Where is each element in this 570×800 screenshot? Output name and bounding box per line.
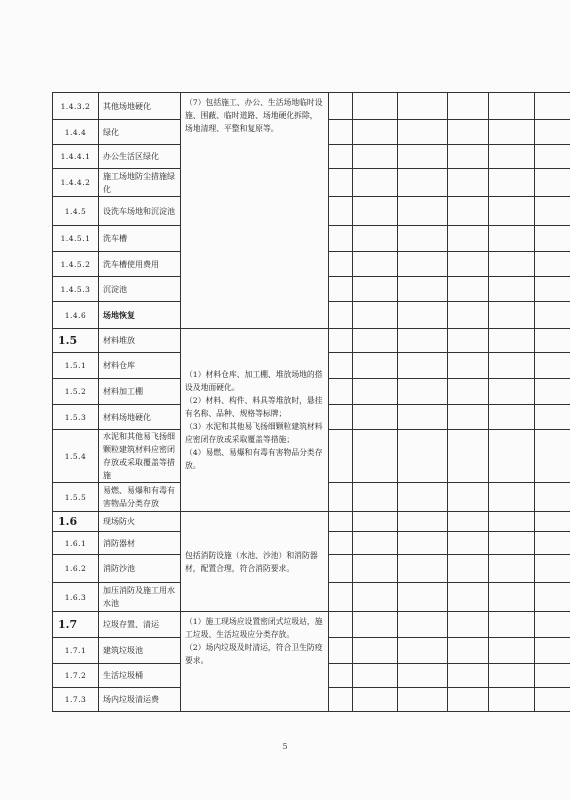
blank-cell <box>535 405 570 430</box>
blank-cell <box>353 120 398 145</box>
blank-cell <box>535 329 570 353</box>
blank-cell <box>353 353 398 379</box>
blank-cell <box>535 169 570 197</box>
blank-cell <box>489 252 535 277</box>
blank-cell <box>448 430 489 483</box>
blank-cell <box>448 329 489 353</box>
blank-cell <box>489 688 535 712</box>
blank-cell <box>329 302 353 329</box>
blank-cell <box>353 252 398 277</box>
item-name: 建筑垃圾池 <box>99 638 181 664</box>
item-name: 绿化 <box>99 120 181 145</box>
blank-cell <box>329 329 353 353</box>
blank-cell <box>398 583 448 612</box>
blank-cell <box>329 197 353 226</box>
blank-cell <box>329 532 353 555</box>
blank-cell <box>398 532 448 555</box>
blank-cell <box>329 226 353 252</box>
blank-cell <box>448 379 489 405</box>
blank-cell <box>329 145 353 169</box>
blank-cell <box>398 329 448 353</box>
table-row <box>53 329 570 353</box>
blank-cell <box>535 379 570 405</box>
item-name: 易燃、易爆和有毒有害物品分类存放 <box>99 483 181 512</box>
blank-cell <box>353 532 398 555</box>
description-line: （3）水泥和其他易飞扬细颗粒建筑材料应密闭存放或采取覆盖等措施； <box>185 422 323 444</box>
blank-cell <box>398 252 448 277</box>
blank-cell <box>329 555 353 583</box>
table-row <box>53 612 570 638</box>
item-code: 1.7.2 <box>53 664 99 688</box>
item-name: 设洗车场地和沉淀池 <box>99 197 181 226</box>
blank-cell <box>448 664 489 688</box>
item-name: 加压消防及施工用水水池 <box>99 583 181 612</box>
item-name: 垃圾存置、清运 <box>99 612 181 638</box>
blank-cell <box>535 226 570 252</box>
blank-cell <box>448 302 489 329</box>
blank-cell <box>535 277 570 302</box>
blank-cell <box>353 512 398 532</box>
item-code: 1.5.2 <box>53 379 99 405</box>
blank-cell <box>448 405 489 430</box>
table-row <box>53 512 570 532</box>
blank-cell <box>448 512 489 532</box>
blank-cell <box>535 688 570 712</box>
blank-cell <box>353 483 398 512</box>
blank-cell <box>329 483 353 512</box>
item-name: 材料场地硬化 <box>99 405 181 430</box>
blank-cell <box>329 353 353 379</box>
description-line: （2）材料、构件、料具等堆放时，悬挂有名称、品种、规格等标牌； <box>185 396 323 418</box>
item-name: 材料堆放 <box>99 329 181 353</box>
blank-cell <box>353 555 398 583</box>
blank-cell <box>398 302 448 329</box>
blank-cell <box>329 379 353 405</box>
blank-cell <box>329 93 353 120</box>
blank-cell <box>489 302 535 329</box>
blank-cell <box>535 430 570 483</box>
blank-cell <box>398 688 448 712</box>
blank-cell <box>398 555 448 583</box>
blank-cell <box>489 612 535 638</box>
blank-cell <box>353 430 398 483</box>
item-name: 其他场地硬化 <box>99 93 181 120</box>
blank-cell <box>353 277 398 302</box>
item-name: 洗车槽 <box>99 226 181 252</box>
blank-cell <box>535 664 570 688</box>
blank-cell <box>489 664 535 688</box>
blank-cell <box>489 379 535 405</box>
blank-cell <box>448 93 489 120</box>
blank-cell <box>398 664 448 688</box>
item-code: 1.4.4.2 <box>53 169 99 197</box>
blank-cell <box>535 512 570 532</box>
blank-cell <box>489 277 535 302</box>
blank-cell <box>489 638 535 664</box>
blank-cell <box>329 638 353 664</box>
blank-cell <box>329 120 353 145</box>
description-line: （1）材料仓库、加工棚、堆放场地的搭设及地面硬化。 <box>185 370 323 392</box>
item-code: 1.4.4 <box>53 120 99 145</box>
blank-cell <box>398 430 448 483</box>
item-code: 1.5 <box>53 329 99 353</box>
blank-cell <box>448 169 489 197</box>
blank-cell <box>329 512 353 532</box>
blank-cell <box>489 483 535 512</box>
item-code: 1.4.5 <box>53 197 99 226</box>
blank-cell <box>489 197 535 226</box>
blank-cell <box>448 555 489 583</box>
blank-cell <box>398 379 448 405</box>
blank-cell <box>535 638 570 664</box>
blank-cell <box>353 329 398 353</box>
description-line: （2）场内垃圾及时清运，符合卫生防疫要求。 <box>185 643 323 665</box>
item-code: 1.7 <box>53 612 99 638</box>
item-description-fire <box>181 512 329 612</box>
blank-cell <box>535 120 570 145</box>
item-code: 1.4.3.2 <box>53 93 99 120</box>
blank-cell <box>489 583 535 612</box>
item-name: 洗车槽使用费用 <box>99 252 181 277</box>
item-description-site <box>181 93 329 329</box>
item-name: 场地恢复 <box>99 302 181 329</box>
blank-cell <box>329 277 353 302</box>
item-description-garbage <box>181 612 329 712</box>
blank-cell <box>489 120 535 145</box>
blank-cell <box>329 688 353 712</box>
blank-cell <box>353 302 398 329</box>
blank-cell <box>489 555 535 583</box>
item-code: 1.6.2 <box>53 555 99 583</box>
item-name: 水泥和其他易飞扬细颗粒建筑材料应密闭存放或采取覆盖等措施 <box>99 430 181 483</box>
blank-cell <box>489 329 535 353</box>
description-line: （4）易燃、易爆和有毒有害物品分类存放。 <box>185 448 323 470</box>
blank-cell <box>448 638 489 664</box>
blank-cell <box>398 197 448 226</box>
page-number: 5 <box>282 742 288 751</box>
blank-cell <box>398 405 448 430</box>
blank-cell <box>535 532 570 555</box>
blank-cell <box>329 612 353 638</box>
item-name: 沉淀池 <box>99 277 181 302</box>
blank-cell <box>448 353 489 379</box>
blank-cell <box>535 252 570 277</box>
blank-cell <box>353 612 398 638</box>
blank-cell <box>535 93 570 120</box>
item-name: 施工场地防尘措施绿化 <box>99 169 181 197</box>
item-name: 消防器材 <box>99 532 181 555</box>
blank-cell <box>398 93 448 120</box>
item-name: 办公生活区绿化 <box>99 145 181 169</box>
blank-cell <box>398 120 448 145</box>
blank-cell <box>353 405 398 430</box>
item-code: 1.5.5 <box>53 483 99 512</box>
item-code: 1.7.1 <box>53 638 99 664</box>
blank-cell <box>398 512 448 532</box>
blank-cell <box>448 277 489 302</box>
blank-cell <box>448 120 489 145</box>
blank-cell <box>448 532 489 555</box>
item-name: 生活垃圾桶 <box>99 664 181 688</box>
blank-cell <box>535 612 570 638</box>
item-code: 1.6 <box>53 512 99 532</box>
item-name: 消防沙池 <box>99 555 181 583</box>
item-code: 1.5.4 <box>53 430 99 483</box>
blank-cell <box>448 226 489 252</box>
item-code: 1.6.3 <box>53 583 99 612</box>
blank-cell <box>329 252 353 277</box>
blank-cell <box>353 664 398 688</box>
blank-cell <box>535 353 570 379</box>
blank-cell <box>448 612 489 638</box>
blank-cell <box>535 197 570 226</box>
blank-cell <box>535 583 570 612</box>
blank-cell <box>353 145 398 169</box>
item-name: 现场防火 <box>99 512 181 532</box>
description-line: （1）施工现场应设置密闭式垃圾站，施工垃圾、生活垃圾应分类存放。 <box>185 617 323 639</box>
item-code: 1.5.3 <box>53 405 99 430</box>
table-body <box>53 93 570 712</box>
blank-cell <box>489 405 535 430</box>
blank-cell <box>398 277 448 302</box>
item-code: 1.5.1 <box>53 353 99 379</box>
blank-cell <box>398 353 448 379</box>
blank-cell <box>489 430 535 483</box>
item-code: 1.4.6 <box>53 302 99 329</box>
description-line: （7）包括施工、办公、生活场地临时设施、围蔽、临时道路、场地硬化拆除，场地清理、平整和复原等。 <box>185 98 323 133</box>
blank-cell <box>353 226 398 252</box>
blank-cell <box>329 169 353 197</box>
blank-cell <box>353 169 398 197</box>
blank-cell <box>489 145 535 169</box>
description-line: 包括消防设施（水池、沙池）和消防器材，配置合理，符合消防要求。 <box>185 550 318 573</box>
blank-cell <box>489 532 535 555</box>
blank-cell <box>535 145 570 169</box>
blank-cell <box>353 379 398 405</box>
blank-cell <box>535 302 570 329</box>
blank-cell <box>448 483 489 512</box>
blank-cell <box>489 169 535 197</box>
blank-cell <box>448 688 489 712</box>
blank-cell <box>398 226 448 252</box>
blank-cell <box>398 612 448 638</box>
blank-cell <box>489 93 535 120</box>
blank-cell <box>398 145 448 169</box>
blank-cell <box>329 583 353 612</box>
blank-cell <box>398 483 448 512</box>
item-description-materials <box>181 329 329 512</box>
blank-cell <box>535 555 570 583</box>
item-name: 场内垃圾清运费 <box>99 688 181 712</box>
blank-cell <box>398 169 448 197</box>
blank-cell <box>353 688 398 712</box>
item-code: 1.6.1 <box>53 532 99 555</box>
item-code: 1.4.4.1 <box>53 145 99 169</box>
item-name: 材料加工棚 <box>99 379 181 405</box>
blank-cell <box>353 583 398 612</box>
blank-cell <box>353 638 398 664</box>
item-code: 1.7.3 <box>53 688 99 712</box>
blank-cell <box>448 197 489 226</box>
blank-cell <box>329 405 353 430</box>
blank-cell <box>398 638 448 664</box>
blank-cell <box>448 583 489 612</box>
blank-cell <box>329 430 353 483</box>
item-code: 1.4.5.3 <box>53 277 99 302</box>
blank-cell <box>448 145 489 169</box>
item-code: 1.4.5.1 <box>53 226 99 252</box>
blank-cell <box>489 512 535 532</box>
blank-cell <box>353 93 398 120</box>
blank-cell <box>489 226 535 252</box>
blank-cell <box>353 197 398 226</box>
item-code: 1.4.5.2 <box>53 252 99 277</box>
cost-item-table <box>52 92 570 712</box>
table-row <box>53 93 570 120</box>
blank-cell <box>329 664 353 688</box>
blank-cell <box>448 252 489 277</box>
blank-cell <box>489 353 535 379</box>
item-name: 材料仓库 <box>99 353 181 379</box>
blank-cell <box>535 483 570 512</box>
